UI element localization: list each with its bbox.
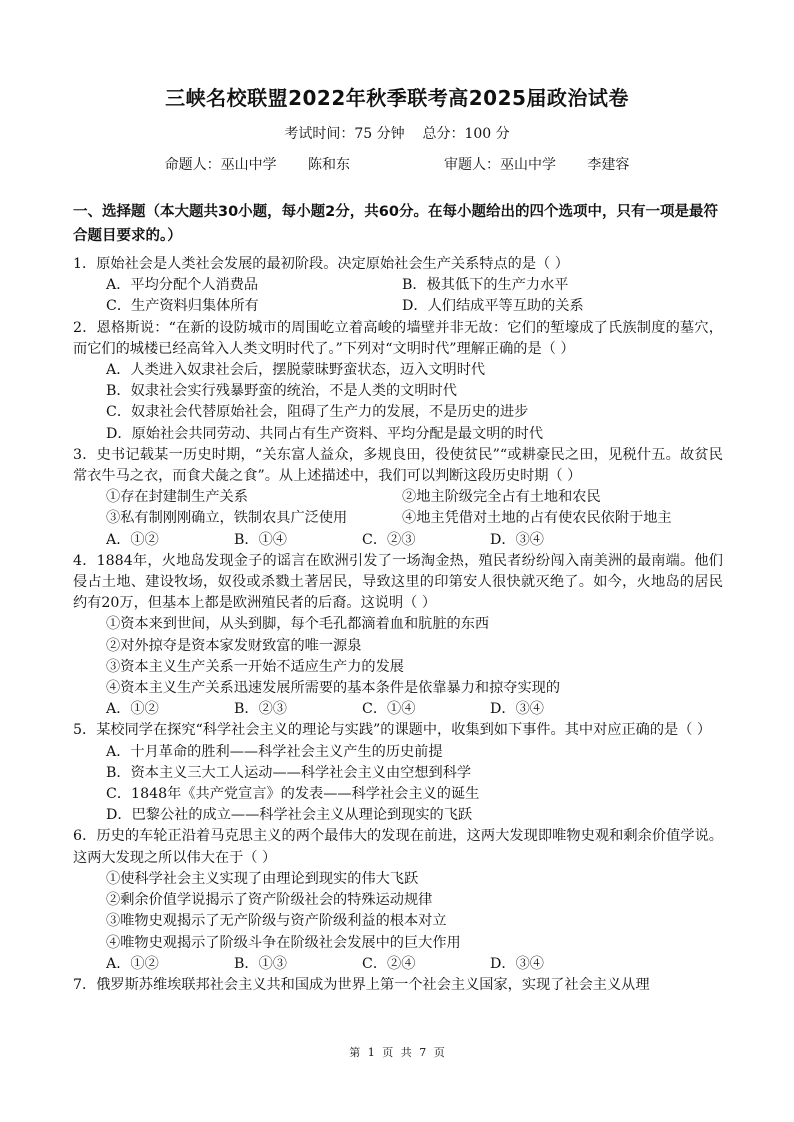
question-1-stem: 1．原始社会是人类社会发展的最初阶段。决定原始社会生产关系特点的是（ ） xyxy=(73,256,569,272)
q6-statement-3: ③唯物史观揭示了无产阶级与资产阶级利益的根本对立 xyxy=(106,913,447,930)
question-7-stem: 7．俄罗斯苏维埃联邦社会主义共和国成为世界上第一个社会主义国家，实现了社会主义从理 xyxy=(73,976,650,993)
q3-option-d: D．③④ xyxy=(490,531,544,548)
q5-option-d: D．巴黎公社的成立——科学社会主义从理论到现实的飞跃 xyxy=(106,807,473,824)
q3-statement-3: ③私有制刚刚确立，铁制农具广泛使用 xyxy=(106,510,348,527)
q6-statement-2: ②剩余价值学说揭示了资产阶级社会的特殊运动规律 xyxy=(106,892,433,909)
exam-time-and-score: 考试时间：75 分钟 总分：100 分 xyxy=(284,126,510,142)
q2-option-d: D．原始社会共同劳动、共同占有生产资料、平均分配是最文明的时代 xyxy=(106,425,544,442)
q3-option-a: A．①② xyxy=(106,531,159,548)
q1-option-b: B．极其低下的生产力水平 xyxy=(402,277,569,294)
q3-statement-4: ④地主凭借对土地的占有使农民依附于地主 xyxy=(402,510,672,527)
q1-option-c: C．生产资料归集体所有 xyxy=(106,298,259,315)
exam-title: 三峡名校联盟2022年秋季联考高2025届政治试卷 xyxy=(165,86,629,110)
question-2-stem: 2．恩格斯说：“在新的设防城市的周围屹立着高峻的墙壁并非无故：它们的堑壕成了氏族制度的墓穴，而它们的城楼已经高耸入人类文明时代了。”下列对“文明时代”理解正确的是（ ） xyxy=(73,319,723,357)
question-3-statements-row1 xyxy=(73,487,723,508)
q4-statement-4: ④资本主义生产关系迅速发展所需要的基本条件是依靠暴力和掠夺实现的 xyxy=(106,680,561,697)
q4-option-d: D．③④ xyxy=(490,701,544,718)
question-5-stem: 5．某校同学在探究“科学社会主义的理论与实践”的课题中，收集到如下事件。其中对应正确的是（ ） xyxy=(73,722,712,739)
q5-option-c: C．1848年《共产党宣言》的发表——科学社会主义的诞生 xyxy=(106,786,480,803)
question-1-options-row2 xyxy=(73,296,723,317)
q6-option-c: C．②④ xyxy=(362,955,416,972)
section-heading: 一、选择题（本大题共30小题，每小题2分，共60分。在每小题给出的四个选项中，只有一项是最符合题目要求的。） xyxy=(73,204,718,244)
question-4-stem: 4．1884年，火地岛发现金子的谣言在欧洲引发了一场淘金热，殖民者纷纷闯入南美洲的最南端。他们侵占土地、建设牧场，奴役或杀戮土著居民，导致这里的印第安人很快就灭绝了。如今，火地岛的居民约有20万，但基本上都是欧洲殖民者的后裔。这说明（ ） xyxy=(73,552,723,612)
q3-statement-2: ②地主阶级完全占有土地和农民 xyxy=(402,489,601,506)
q1-option-d: D．人们结成平等互助的关系 xyxy=(402,298,584,315)
q2-option-b: B．奴隶社会实行残暴野蛮的统治，不是人类的文明时代 xyxy=(106,383,457,400)
exam-authors: 命题人：巫山中学 陈和东 审题人：巫山中学 李建容 xyxy=(164,157,630,173)
q5-option-b: B．资本主义三大工人运动——科学社会主义由空想到科学 xyxy=(106,764,472,781)
q6-statement-4: ④唯物史观揭示了阶级斗争在阶级社会发展中的巨大作用 xyxy=(106,934,461,951)
q3-option-b: B．①④ xyxy=(234,531,287,548)
question-6-options xyxy=(73,954,723,975)
question-3-options xyxy=(73,530,723,551)
q2-option-c: C．奴隶社会代替原始社会，阻碍了生产力的发展，不是历史的进步 xyxy=(106,404,529,421)
q4-option-c: C．①④ xyxy=(362,701,416,718)
q4-statement-1: ①资本来到世间，从头到脚，每个毛孔都滴着血和肮脏的东西 xyxy=(106,616,490,633)
q4-option-b: B．②③ xyxy=(234,701,287,718)
q3-option-c: C．②③ xyxy=(362,531,416,548)
q6-option-b: B．①③ xyxy=(234,955,287,972)
q6-option-a: A．①② xyxy=(106,955,159,972)
question-4-options xyxy=(73,699,723,720)
q4-statement-3: ③资本主义生产关系一开始不适应生产力的发展 xyxy=(106,658,404,675)
question-3-stem: 3．史书记载某一历史时期，“关东富人益众，多规良田，役使贫民”“或耕豪民之田，见税什五。故贫民常衣牛马之衣，而食犬彘之食”。从上述描述中，我们可以判断这段历史时期（ ） xyxy=(73,446,723,485)
q1-option-a: A．平均分配个人消费品 xyxy=(106,277,259,294)
question-1-options-row1 xyxy=(73,275,723,296)
q4-statement-2: ②对外掠夺是资本家发财致富的唯一源泉 xyxy=(106,637,362,654)
question-3-statements-row2 xyxy=(73,508,723,529)
exam-content xyxy=(73,200,723,996)
page-number: 第 1 页 共 7 页 xyxy=(349,1046,445,1059)
q3-statement-1: ①存在封建制生产关系 xyxy=(106,489,248,506)
q6-statement-1: ①使科学社会主义实现了由理论到现实的伟大飞跃 xyxy=(106,870,419,887)
question-6-stem: 6．历史的车轮正沿着马克思主义的两个最伟大的发现在前进，这两大发现即唯物史观和剩余价值学说。这两大发现之所以伟大在于（ ） xyxy=(73,828,723,866)
q2-option-a: A．人类进入奴隶社会后，摆脱蒙昧野蛮状态，迈入文明时代 xyxy=(106,362,486,379)
q5-option-a: A．十月革命的胜利——科学社会主义产生的历史前提 xyxy=(106,743,443,760)
q6-option-d: D．③④ xyxy=(490,955,544,972)
q4-option-a: A．①② xyxy=(106,701,159,718)
